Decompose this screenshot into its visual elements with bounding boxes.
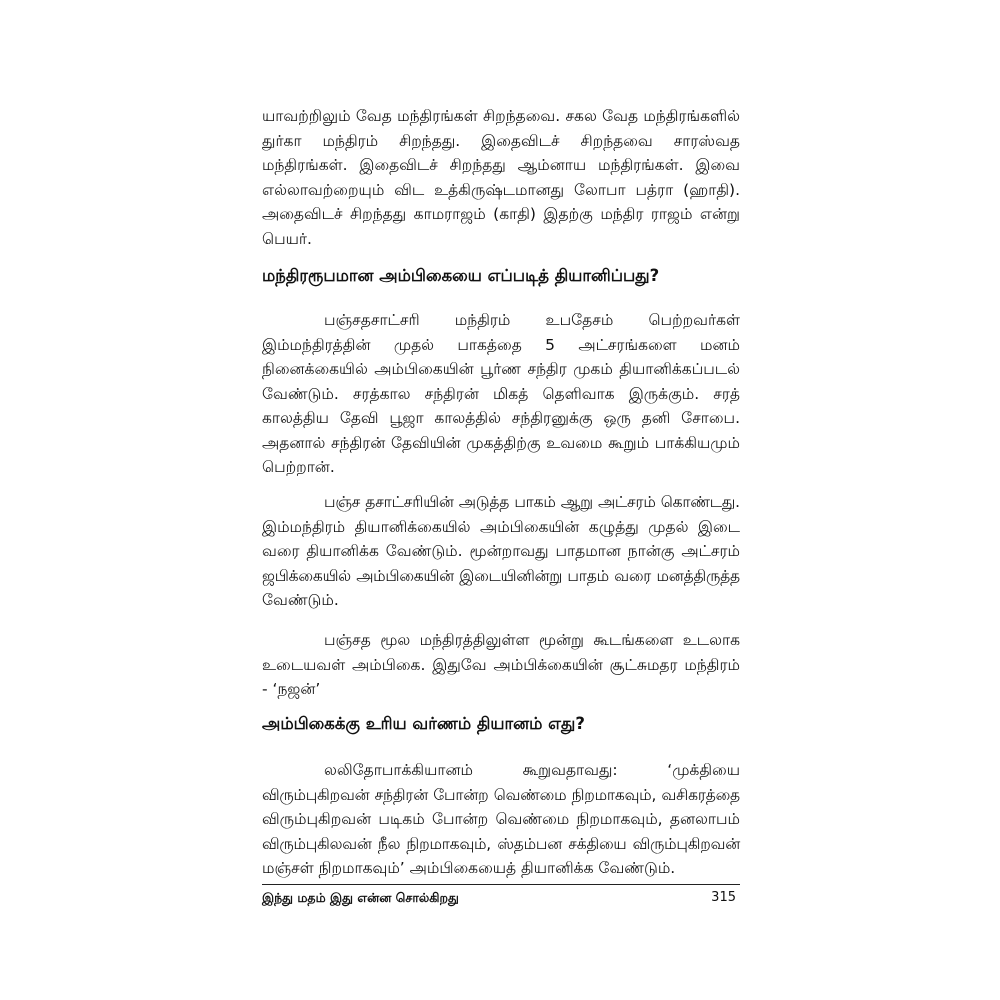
book-page xyxy=(262,98,740,918)
text-line: லலிதோபாக்கியானம் கூறுவதாவது: ‘முக்தியை xyxy=(324,761,740,779)
text-line: பஞ்சதசாட்சரி மந்திரம் உபதேசம் பெற்றவர்கள் xyxy=(324,311,740,329)
text-line: இம்மந்திரத்தின் முதல் பாகத்தை 5 அட்சரங்களை மனம் xyxy=(262,335,740,354)
text-line: யாவற்றிலும் வேத மந்திரங்கள் சிறந்தவை. சகல வேத மந்திரங்களில் xyxy=(262,107,740,125)
text-line: துர்கா மந்திரம் சிறந்தது. இதைவிடச் சிறந்தவை சாரஸ்வத xyxy=(262,131,740,150)
text-line: இம்மந்திரம் தியானிக்கையில் அம்பிகையின் கழுத்து முதல் இடை xyxy=(262,517,740,536)
paragraph-4 xyxy=(262,628,740,702)
running-footer-title: இந்து மதம் இது என்ன சொல்கிறது xyxy=(262,890,459,905)
text-line: மந்திரங்கள். இதைவிடச் சிறந்தது ஆம்னாய மந்திரங்கள். இவை xyxy=(262,156,740,174)
text-line: மஞ்சள் நிறமாகவும்’ அம்பிகையைத் தியானிக்க வேண்டும். xyxy=(262,859,676,877)
text-line: வேண்டும். சரத்கால சந்திரன் மிகத் தெளிவாக இருக்கும். சரத் xyxy=(262,384,740,403)
paragraph-5 xyxy=(262,758,740,881)
text-line: எல்லாவற்றையும் விட உத்கிருஷ்டமானது லோபா பத்ரா (ஹாதி). xyxy=(262,180,740,199)
text-line: பெயர். xyxy=(262,229,312,248)
text-line: பஞ்ச தசாட்சரியின் அடுத்த பாகம் ஆறு அட்சரம் கொண்டது. xyxy=(324,493,740,511)
text-line: உடையவள் அம்பிகை. இதுவே அம்பிக்கையின் சூட்சுமதர மந்திரம் xyxy=(262,655,740,674)
paragraph-1 xyxy=(262,104,740,251)
paragraph-3 xyxy=(262,490,740,613)
text-line: விரும்புகிலவன் நீல நிறமாகவும், ஸ்தம்பன சக்தியை விரும்புகிறவன் xyxy=(262,834,740,853)
text-line: அதைவிடச் சிறந்தது காமராஜம் (காதி) இதற்கு மந்திர ராஜம் என்று xyxy=(262,205,740,223)
text-line: ஜபிக்கையில் அம்பிகையின் இடையினின்று பாதம் வரை மனத்திருத்த xyxy=(262,566,740,585)
text-line: - ‘நஜன்’ xyxy=(262,680,321,698)
section-heading-2: அம்பிகைக்கு உரிய வர்ணம் தியானம் எது? xyxy=(262,714,585,733)
text-line: பெற்றான். xyxy=(262,458,335,476)
paragraph-2 xyxy=(262,308,740,480)
text-line: விரும்புகிறவன் சந்திரன் போன்ற வெண்மை நிறமாகவும், வசிகரத்தை xyxy=(262,785,740,804)
footer-divider xyxy=(262,884,740,885)
section-heading-1: மந்திரரூபமான அம்பிகையை எப்படித் தியானிப்பது? xyxy=(262,266,660,285)
text-line: விரும்புகிறவன் படிகம் போன்ற வெண்மை நிறமாகவும், தனலாபம் xyxy=(262,810,740,828)
text-line: வரை தியானிக்க வேண்டும். மூன்றாவது பாதமான நான்கு அட்சரம் xyxy=(262,542,740,560)
page-number: 315 xyxy=(711,890,736,905)
text-line: அதனால் சந்திரன் தேவியின் முகத்திற்கு உவமை கூறும் பாக்கியமும் xyxy=(262,433,740,452)
text-line: நினைக்கையில் அம்பிகையின் பூர்ண சந்திர முகம் தியானிக்கப்படல் xyxy=(262,360,740,378)
text-line: வேண்டும். xyxy=(262,591,339,609)
text-line: பஞ்சத மூல மந்திரத்திலுள்ள மூன்று கூடங்களை உடலாக xyxy=(324,631,740,649)
text-line: காலத்திய தேவி பூஜா காலத்தில் சந்திரனுக்கு ஒரு தனி சோபை. xyxy=(262,409,740,427)
